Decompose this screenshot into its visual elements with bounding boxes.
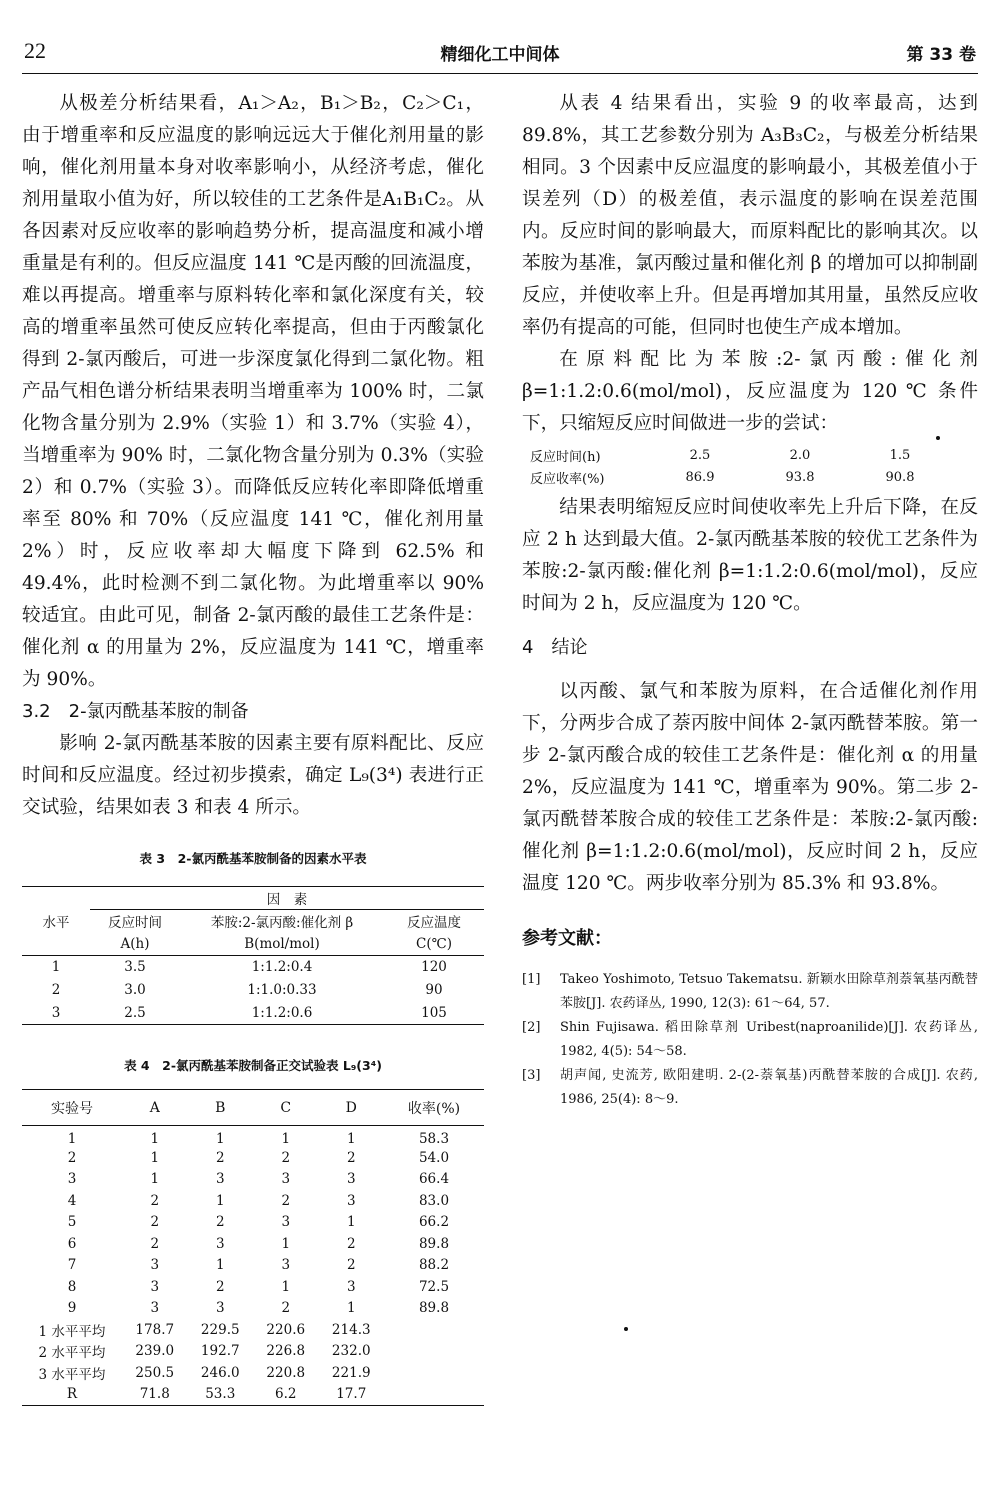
table3-cell: 1 — [51, 959, 61, 976]
table4-cell: 1 — [346, 1300, 356, 1317]
table4-cell: 178.7 — [135, 1321, 175, 1338]
table4-cell: 7 — [67, 1257, 77, 1274]
references-title: 参考文献： — [522, 928, 612, 949]
table4-cell: 3 — [281, 1257, 291, 1274]
table4-cell: 89.8 — [418, 1300, 450, 1317]
table4-cell: 2 — [150, 1235, 160, 1252]
table4-cell — [384, 1341, 484, 1363]
table4-cell: 3 — [215, 1171, 225, 1188]
table4-cell: 2 — [67, 1149, 77, 1166]
table4-cell: 9 — [67, 1300, 77, 1317]
table4-cell: 229.5 — [200, 1321, 240, 1338]
table4-cell: 1 — [281, 1278, 291, 1295]
table4-cell: 6.2 — [275, 1386, 297, 1402]
table4-cell — [384, 1384, 484, 1406]
table4-row — [22, 1233, 484, 1255]
time-value: 2.5 — [689, 447, 711, 463]
table4-cell: 192.7 — [200, 1343, 240, 1360]
table4-header: C — [253, 1090, 319, 1126]
time-row-label: 反应时间(h) — [530, 449, 601, 465]
right-column — [522, 88, 978, 1112]
table3-col-header: 苯胺:2-氯丙酸:催化剂 β — [210, 915, 354, 932]
table3-cell: 2 — [51, 982, 61, 998]
paragraph-range-analysis: 从极差分析结果看，A₁＞A₂，B₁＞B₂，C₂＞C₁，由于增重率和反应温度的影响远远大于催化剂用量的影响，催化剂用量本身对收率影响小，从经济考虑，催化剂用量取小值为好，所以较佳的工艺条件是A₁B₁C₂。从各因素对反应收率的影响趋势分析，提高温度和减小增重量是有利的。但反应温度 141 ℃是丙酸的回流温度，难以再提高。增重率与原料转化率和氯化深度有关，较高的增重率虽然可使反应转化率提高，但由于丙酸氯化得到 2-氯丙酸后，可进一步深度氯化得到二氯化物。粗产品气相色谱分析结果表明当增重率为 100% 时，二氯化物含量分别为 2.9%（实验 1）和 3.7%（实验 4），当增重率为 90% 时，二氯化物含量分别为 0.3%（实验 2）和 0.7%（实验 3）。而降低反应转化率即降低增重率至 80% 和 70%（反应温度 141 ℃，催化剂用量 2%）时，反应收率却大幅度下降到 62.5% 和 49.4%，此时检测不到二氯化物。为此增重率以 90% 较适宜。由此可见，制备 2-氯丙酸的最佳工艺条件是：催化剂 α 的用量为 2%，反应温度为 141 ℃，增重率为 90%。 — [22, 93, 484, 690]
table4-cell: 1 — [150, 1149, 160, 1166]
table4-cell: 88.2 — [418, 1257, 450, 1274]
table4-cell: 71.8 — [139, 1386, 170, 1402]
table4-cell: 1 — [67, 1130, 77, 1147]
table4-cell: 89.8 — [418, 1235, 450, 1252]
table4-row — [22, 1190, 484, 1212]
table3-row — [22, 979, 484, 1002]
table4-row — [22, 1169, 484, 1191]
table4-cell: 72.5 — [418, 1278, 450, 1295]
reference-number: [3] — [522, 1068, 541, 1083]
left-column — [22, 88, 484, 1406]
table4-cell: 3 — [346, 1192, 356, 1209]
page-header — [22, 38, 978, 74]
table4-cell: 3 — [150, 1257, 160, 1274]
table4-cell: 2 — [346, 1257, 356, 1274]
table4-cell: 1 — [150, 1171, 160, 1188]
table4-row — [22, 1319, 484, 1341]
time-value: 1.5 — [889, 447, 911, 463]
table4-row — [22, 1384, 484, 1406]
table4-cell: 239.0 — [135, 1343, 175, 1360]
yield-value: 93.8 — [785, 469, 815, 485]
table4-cell: 3 — [150, 1278, 160, 1295]
table3-factor-levels — [22, 886, 484, 1025]
table4-row — [22, 1341, 484, 1363]
table4-cell: 246.0 — [200, 1364, 240, 1381]
yield-value: 86.9 — [685, 469, 715, 485]
table4-row — [22, 1298, 484, 1320]
reference-item — [522, 968, 978, 1016]
table4-cell: 1 — [215, 1192, 225, 1209]
table4-cell: 220.6 — [266, 1321, 306, 1338]
table4-cell: 1 — [150, 1130, 160, 1147]
scan-speck — [936, 436, 940, 440]
table3-unit: B(mol/mol) — [180, 933, 384, 956]
table4-cell: 214.3 — [331, 1321, 371, 1338]
table4-orthogonal-test — [22, 1089, 484, 1406]
table3-cell: 1:1.0:0.33 — [247, 982, 317, 998]
paragraph-optimal-conditions: 结果表明缩短反应时间使收率先上升后下降，在反应 2 h 达到最大值。2-氯丙酰基苯胺的较优工艺条件为苯胺:2-氯丙酸:催化剂 β=1:1.2:0.6(mol/mol)，反应时间为 2 h，反应温度为 120 ℃。 — [522, 497, 978, 614]
table4-cell: 1 — [215, 1257, 225, 1274]
yield-row-label: 反应收率(%) — [530, 471, 605, 487]
table4-row — [22, 1255, 484, 1277]
table4-cell: 3 — [346, 1171, 356, 1188]
table3-factor-group: 因 素 — [90, 887, 484, 910]
table4-cell: 66.2 — [418, 1214, 450, 1231]
table4-cell: 226.8 — [266, 1343, 306, 1360]
table3-row — [22, 1002, 484, 1025]
time-value: 2.0 — [789, 447, 811, 463]
table4-cell: 232.0 — [331, 1343, 371, 1360]
table4-cell: 1 — [281, 1130, 291, 1147]
table4-cell: 3 — [281, 1214, 291, 1231]
volume-label: 第 33 卷 — [906, 45, 976, 65]
table4-cell: 221.9 — [331, 1364, 371, 1381]
table4-cell: 2 — [215, 1214, 225, 1231]
table4-row — [22, 1276, 484, 1298]
table4-cell: 220.8 — [266, 1364, 306, 1381]
reference-item — [522, 1016, 978, 1064]
table4-cell: 83.0 — [418, 1192, 450, 1209]
scan-speck — [624, 1327, 628, 1331]
table3-caption: 表 3 2-氯丙酰基苯胺制备的因素水平表 — [139, 851, 367, 866]
table4-cell: 2 — [281, 1300, 291, 1317]
table3-level-header: 水平 — [42, 915, 70, 931]
section-heading-3-2: 3.2 2-氯丙酰基苯胺的制备 — [22, 701, 249, 722]
table4-cell: 1 — [281, 1235, 291, 1252]
table3-unit: A(h) — [90, 933, 180, 956]
table4-cell: 2 — [215, 1278, 225, 1295]
table4-cell: 2 — [150, 1192, 160, 1209]
table4-cell — [384, 1362, 484, 1384]
table3-cell: 1:1.2:0.6 — [251, 1004, 313, 1021]
table4-cell: 4 — [67, 1192, 77, 1209]
table4-row — [22, 1362, 484, 1384]
table4-cell: 3 — [150, 1300, 160, 1317]
table4-cell: 2 水平平均 — [38, 1345, 106, 1362]
table3-row — [22, 956, 484, 979]
table4-cell: 2 — [346, 1235, 356, 1252]
table4-cell — [384, 1319, 484, 1341]
table4-cell: 3 — [281, 1171, 291, 1188]
reference-text: 胡声闻, 史流芳, 欧阳建明. 2-(2-萘氧基)丙酰替苯胺的合成[J]. 农药, 1986, 25(4): 8～9. — [560, 1068, 978, 1107]
table4-cell: 2 — [281, 1149, 291, 1166]
reference-number: [1] — [522, 972, 541, 987]
table4-header: 收率(%) — [384, 1090, 484, 1126]
table4-cell: 66.4 — [418, 1171, 450, 1188]
table3-cell: 3.0 — [124, 982, 146, 998]
time-yield-table — [530, 444, 950, 488]
table4-cell: 1 水平平均 — [38, 1323, 106, 1340]
table4-cell: 1 — [346, 1130, 356, 1147]
table4-cell: 1 — [215, 1130, 225, 1147]
table4-caption: 表 4 2-氯丙酰基苯胺制备正交试验表 L₉(3⁴) — [124, 1058, 382, 1073]
table4-cell: 3 — [215, 1235, 225, 1252]
table3-unit: C(℃) — [384, 933, 484, 956]
table4-cell: 58.3 — [418, 1130, 450, 1147]
paragraph-time-trial: 在原料配比为苯胺:2-氯丙酸:催化剂 β=1:1.2:0.6(mol/mol)，反应温度为 120 ℃ 条件下，只缩短反应时间做进一步的尝试： — [522, 349, 978, 434]
table4-cell: 3 — [67, 1171, 77, 1188]
table4-cell: 6 — [67, 1235, 77, 1252]
table4-cell: 3 — [346, 1278, 356, 1295]
table4-cell: 17.7 — [336, 1386, 367, 1402]
reference-text: Shin Fujisawa. 稻田除草剂 Uribest(naproanilide)[J]. 农药译丛, 1982, 4(5): 54～58. — [560, 1020, 978, 1059]
yield-value: 90.8 — [885, 469, 915, 485]
section-heading-conclusion: 4 结论 — [522, 637, 588, 658]
table4-cell: 54.0 — [418, 1149, 450, 1166]
table4-cell: 5 — [67, 1214, 77, 1231]
table3-col-header: 反应温度 — [407, 915, 461, 932]
table4-cell: 1 — [346, 1214, 356, 1231]
journal-title: 精细化工中间体 — [440, 45, 560, 65]
table4-header: A — [122, 1090, 188, 1126]
table4-cell: 3 水平平均 — [38, 1366, 106, 1383]
table4-header: 实验号 — [22, 1090, 122, 1126]
table3-cell: 105 — [421, 1004, 447, 1021]
table4-row — [22, 1212, 484, 1234]
table4-cell: 2 — [346, 1149, 356, 1166]
table4-row — [22, 1126, 484, 1148]
paragraph-factors: 影响 2-氯丙酰基苯胺的因素主要有原料配比、反应时间和反应温度。经过初步摸索，确定 L₉(3⁴) 表进行正交试验，结果如表 3 和表 4 所示。 — [22, 733, 484, 818]
table4-cell: 250.5 — [135, 1364, 175, 1381]
reference-text: Takeo Yoshimoto, Tetsuo Takematsu. 新颖水田除草剂萘氧基丙酰替苯胺[J]. 农药译丛, 1990, 12(3): 61～64, 57. — [560, 972, 978, 1011]
table4-cell: 3 — [215, 1300, 225, 1317]
table4-header: D — [319, 1090, 385, 1126]
table4-row — [22, 1147, 484, 1169]
table4-cell: 2 — [215, 1149, 225, 1166]
table4-cell: 2 — [281, 1192, 291, 1209]
table3-cell: 1:1.2:0.4 — [251, 959, 313, 976]
table3-col-header: 反应时间 — [108, 915, 162, 932]
paragraph-table4-result: 从表 4 结果看出，实验 9 的收率最高，达到 89.8%，其工艺参数分别为 A₃B₃C₂，与极差分析结果相同。3 个因素中反应温度的影响最小，其极差值小于误差列（D）的极差值，表示温度的影响在误差范围内。反应时间的影响最大，而原料配比的影响其次。以苯胺为基准，氯丙酸过量和催化剂 β 的增加可以抑制副反应，并使收率上升。但是再增加其用量，虽然反应收率仍有提高的可能，但同时也使生产成本增加。 — [522, 93, 978, 338]
table4-cell: R — [66, 1386, 78, 1402]
page-number: 22 — [24, 38, 46, 63]
table3-cell: 90 — [425, 982, 443, 998]
table3-cell: 3.5 — [124, 959, 146, 976]
table3-cell: 120 — [421, 959, 447, 976]
table4-header: B — [188, 1090, 254, 1126]
table3-cell: 3 — [51, 1004, 61, 1021]
table4-cell: 53.3 — [205, 1386, 236, 1402]
table3-cell: 2.5 — [124, 1004, 146, 1021]
table4-cell: 8 — [67, 1278, 77, 1295]
table4-cell: 2 — [150, 1214, 160, 1231]
table4-body — [22, 1126, 484, 1406]
reference-number: [2] — [522, 1020, 541, 1035]
paragraph-conclusion: 以丙酸、氯气和苯胺为原料，在合适催化剂作用下，分两步合成了萘丙胺中间体 2-氯丙酰替苯胺。第一步 2-氯丙酸合成的较佳工艺条件是：催化剂 α 的用量 2%，反应温度为 141 ℃，增重率为 90%。第二步 2-氯丙酰替苯胺合成的较佳工艺条件是：苯胺:2-氯丙酸:催化剂 β=1:1.2:0.6(mol/mol)，反应时间 2 h，反应温度 120 ℃。两步收率分别为 85.3% 和 93.8%。 — [522, 681, 978, 894]
reference-item — [522, 1064, 978, 1112]
